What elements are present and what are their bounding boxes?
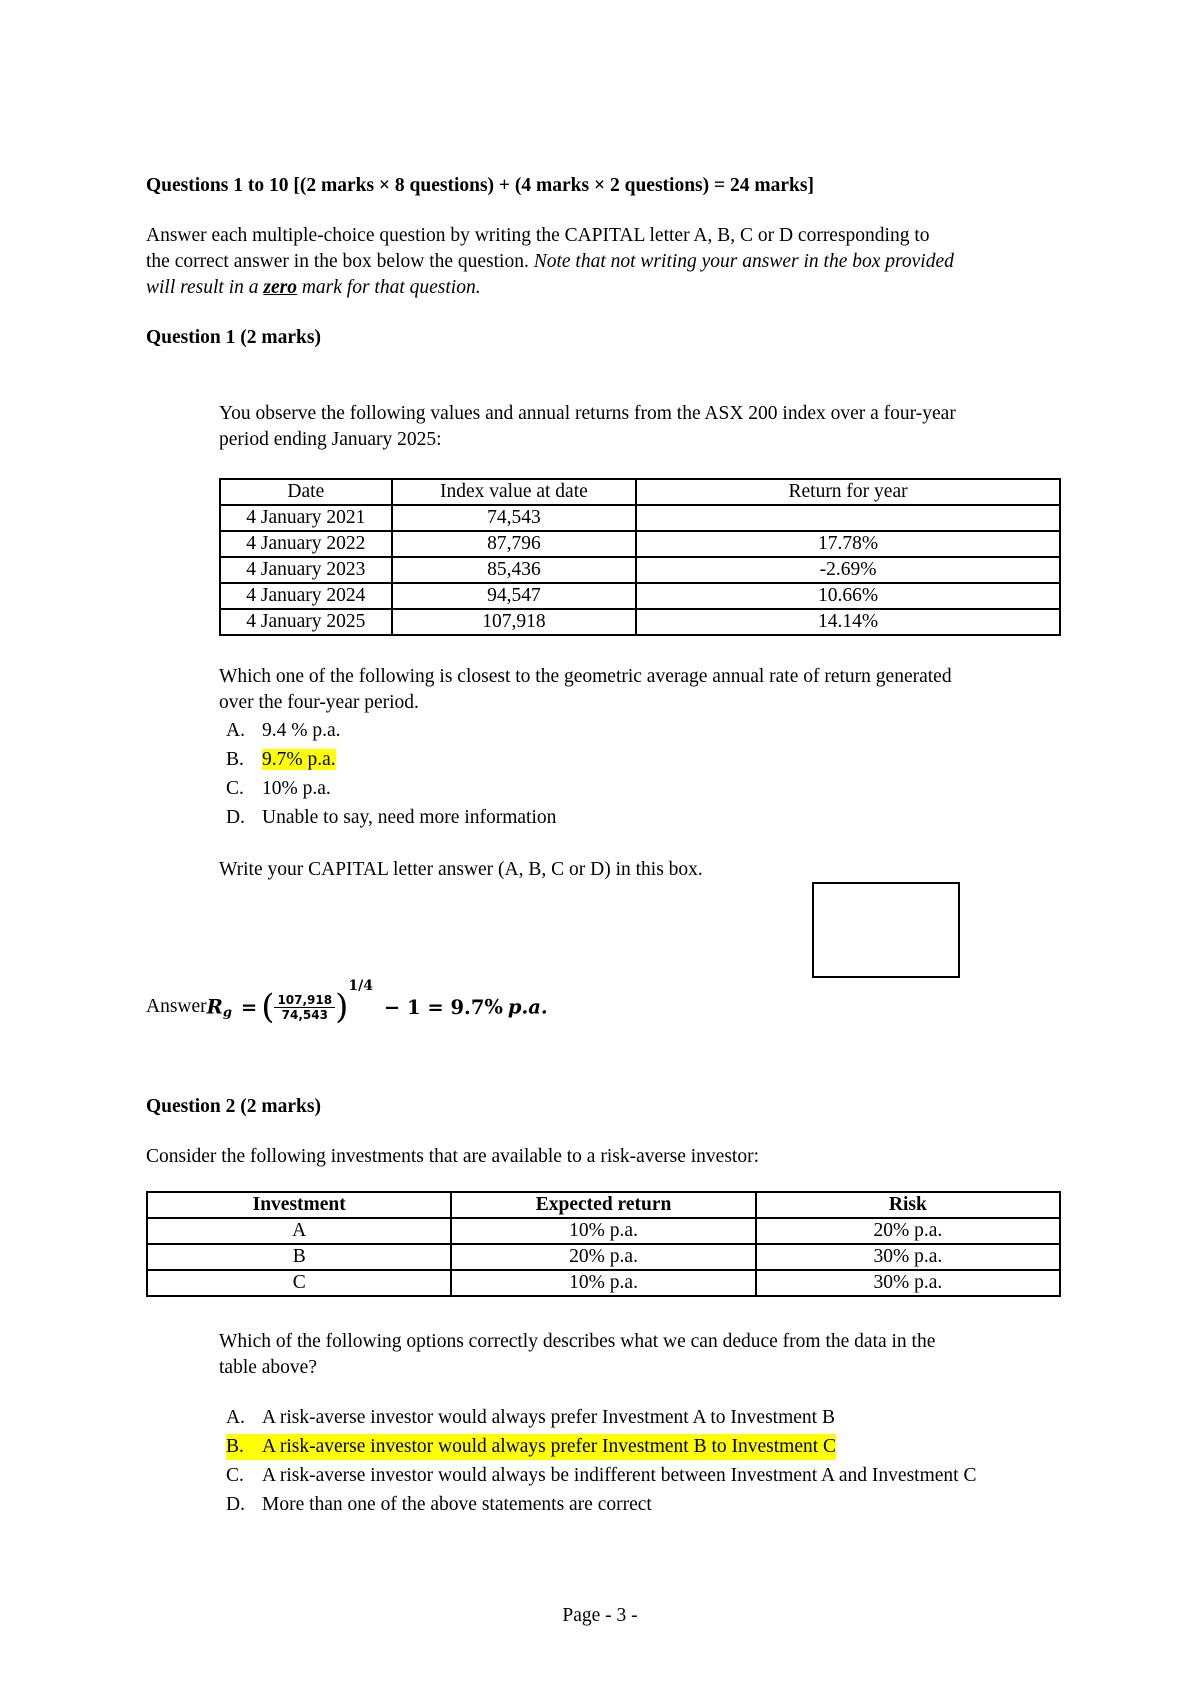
q1-stem-line-2: period ending January 2025:: [219, 429, 442, 450]
q1-option-c: [226, 776, 331, 802]
option-letter: C.: [226, 778, 244, 799]
q1-index-table: [219, 478, 1061, 636]
section-title: Questions 1 to 10 [(2 marks × 8 questions) + (4 marks × 2 questions) = 24 marks]: [146, 175, 814, 196]
q2-stem: Consider the following investments that are available to a risk-averse investor:: [146, 1146, 759, 1167]
intro-line-2-plain: the correct answer in the box below the question.: [146, 251, 534, 272]
option-text: More than one of the above statements are correct: [262, 1494, 652, 1515]
cell-expected-return: 10% p.a.: [451, 1218, 755, 1244]
table-row: [147, 1244, 1060, 1270]
intro-line-3-a: will result in a: [146, 277, 264, 298]
cell-expected-return: 20% p.a.: [451, 1244, 755, 1270]
col-header-date: Date: [220, 479, 392, 505]
cell-index: 85,436: [392, 557, 636, 583]
cell-investment: A: [147, 1218, 451, 1244]
table-header-row: [147, 1192, 1060, 1218]
cell-return: [636, 505, 1060, 531]
zero-emphasis: zero: [263, 277, 297, 298]
q1-stem-line-1: You observe the following values and annual returns from the ASX 200 index over a four-year: [219, 403, 956, 424]
formula-sub: g: [222, 1005, 232, 1021]
intro-line-3-b: mark for that question.: [296, 277, 481, 298]
q2-question-line-2: table above?: [219, 1357, 317, 1378]
option-letter: C.: [226, 1465, 244, 1486]
intro-line-2-italic: Note that not writing your answer in the box provided: [533, 251, 954, 272]
formula-percent: %: [484, 995, 503, 1019]
option-letter: B.: [226, 1436, 244, 1457]
intro-line-2: [146, 249, 954, 275]
q2-option-a: [226, 1405, 835, 1431]
table-row: [220, 609, 1060, 635]
q2-investment-table: [146, 1191, 1061, 1297]
q1-option-a: [226, 718, 341, 744]
option-letter: A.: [226, 1407, 245, 1428]
col-header-investment: Investment: [147, 1192, 451, 1218]
cell-risk: 30% p.a.: [756, 1270, 1060, 1296]
cell-index: 94,547: [392, 583, 636, 609]
intro-line-3: [146, 275, 481, 301]
q1-option-d: [226, 805, 556, 831]
col-header-index-value: Index value at date: [392, 479, 636, 505]
option-letter: B.: [226, 749, 244, 770]
option-text-highlighted: A risk-averse investor would always prefer Investment B to Investment C: [262, 1436, 837, 1457]
q1-option-b: [226, 747, 336, 773]
q2-option-d: [226, 1492, 652, 1518]
table-row: [220, 505, 1060, 531]
option-text: 10% p.a.: [262, 778, 331, 799]
option-text: A risk-averse investor would always be indifferent between Investment A and Investment C: [262, 1465, 977, 1486]
cell-index: 107,918: [392, 609, 636, 635]
page-number: Page - 3 -: [562, 1605, 638, 1626]
q1-answer-prompt: Write your CAPITAL letter answer (A, B, C or D) in this box.: [219, 859, 703, 880]
q2-heading: Question 2 (2 marks): [146, 1096, 321, 1117]
formula-paren-close: ): [335, 987, 349, 1027]
option-text: Unable to say, need more information: [262, 807, 557, 828]
cell-risk: 20% p.a.: [756, 1218, 1060, 1244]
cell-investment: C: [147, 1270, 451, 1296]
option-text: A risk-averse investor would always prefer Investment A to Investment B: [262, 1407, 835, 1428]
q1-question-line-2: over the four-year period.: [219, 692, 419, 713]
col-header-expected-return: Expected return: [451, 1192, 755, 1218]
cell-risk: 30% p.a.: [756, 1244, 1060, 1270]
formula-denominator: 74,543: [281, 1007, 328, 1022]
cell-return: 14.14%: [636, 609, 1060, 635]
cell-date: 4 January 2021: [220, 505, 392, 531]
q1-question-line-1: Which one of the following is closest to the geometric average annual rate of return generated: [219, 666, 952, 687]
option-text: 9.4 % p.a.: [262, 720, 341, 741]
table-row: [220, 531, 1060, 557]
q2-option-c: [226, 1463, 976, 1489]
col-header-return: Return for year: [636, 479, 1060, 505]
cell-expected-return: 10% p.a.: [451, 1270, 755, 1296]
col-header-risk: Risk: [756, 1192, 1060, 1218]
option-letter: D.: [226, 807, 245, 828]
q2-question-line-1: Which of the following options correctly describes what we can deduce from the data in the: [219, 1331, 936, 1352]
q1-answer-formula: [146, 977, 548, 1050]
formula-unit: p.a.: [507, 995, 548, 1019]
option-letter: A.: [226, 720, 245, 741]
formula-numerator: 107,918: [274, 993, 335, 1008]
option-letter: D.: [226, 1494, 245, 1515]
option-text-highlighted: 9.7% p.a.: [262, 749, 336, 770]
cell-index: 87,796: [392, 531, 636, 557]
cell-return: -2.69%: [636, 557, 1060, 583]
formula-eq: =: [240, 995, 258, 1019]
table-row: [220, 557, 1060, 583]
formula-exponent: 1/4: [348, 977, 373, 994]
cell-index: 74,543: [392, 505, 636, 531]
intro-line-1: Answer each multiple-choice question by writing the CAPITAL letter A, B, C or D corresponding to: [146, 225, 930, 246]
table-row: [220, 583, 1060, 609]
q1-answer-box[interactable]: [812, 882, 960, 978]
cell-investment: B: [147, 1244, 451, 1270]
formula-prefix: Answer: [146, 996, 207, 1017]
cell-date: 4 January 2023: [220, 557, 392, 583]
cell-date: 4 January 2024: [220, 583, 392, 609]
cell-return: 10.66%: [636, 583, 1060, 609]
table-row: [147, 1270, 1060, 1296]
cell-return: 17.78%: [636, 531, 1060, 557]
q1-heading: Question 1 (2 marks): [146, 327, 321, 348]
q2-option-b: [226, 1434, 836, 1460]
formula-paren-open: (: [261, 987, 275, 1027]
table-header-row: [220, 479, 1060, 505]
table-row: [147, 1218, 1060, 1244]
formula-rest: − 1 = 9.7: [383, 995, 485, 1019]
formula-var: R: [206, 995, 223, 1019]
cell-date: 4 January 2025: [220, 609, 392, 635]
cell-date: 4 January 2022: [220, 531, 392, 557]
formula-fraction: [274, 993, 335, 1022]
